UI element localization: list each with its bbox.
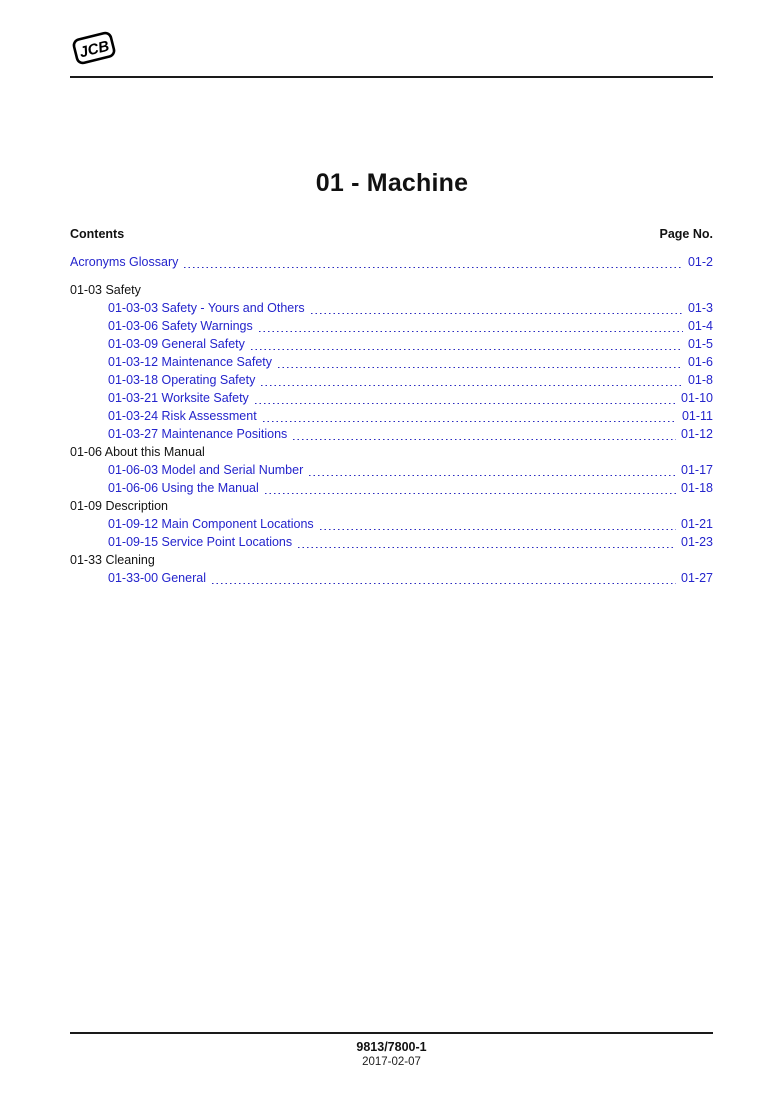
- toc-entry-label: 01-03-21 Worksite Safety: [108, 391, 249, 405]
- jcb-logo-icon: [68, 25, 120, 71]
- toc-entry[interactable]: [70, 335, 713, 353]
- toc-section-label: 01-33 Cleaning: [70, 553, 155, 567]
- toc-entry[interactable]: [70, 371, 713, 389]
- toc-entry-label: 01-03-18 Operating Safety: [108, 373, 256, 387]
- contents-header-row: [70, 225, 713, 243]
- toc-entry[interactable]: [70, 479, 713, 497]
- toc-section-label: 01-03 Safety: [70, 283, 141, 297]
- dot-leader: [320, 528, 676, 530]
- toc-entry-page-number: 01-4: [687, 319, 713, 333]
- toc-entry-page-number: 01-18: [681, 481, 713, 495]
- toc-section-heading: [70, 551, 713, 569]
- toc-entry-label: Acronyms Glossary: [70, 255, 179, 269]
- table-of-contents: [70, 225, 713, 587]
- dot-leader: [298, 546, 676, 548]
- toc-entry-page-number: 01-2: [687, 255, 713, 269]
- toc-entry-page-number: 01-10: [681, 391, 713, 405]
- dot-leader: [184, 266, 683, 268]
- toc-entry-label: 01-06-03 Model and Serial Number: [108, 463, 304, 477]
- toc-entry[interactable]: [70, 299, 713, 317]
- toc-entry-label: 01-03-09 General Safety: [108, 337, 245, 351]
- toc-entry-page-number: 01-3: [687, 301, 713, 315]
- dot-leader: [261, 384, 683, 386]
- toc-entry-label: 01-09-15 Service Point Locations: [108, 535, 293, 549]
- toc-entry[interactable]: [70, 317, 713, 335]
- toc-entry-label: 01-03-27 Maintenance Positions: [108, 427, 288, 441]
- toc-entry-page-number: 01-21: [681, 517, 713, 531]
- toc-entry[interactable]: [70, 389, 713, 407]
- toc-section-label: 01-06 About this Manual: [70, 445, 205, 459]
- dot-leader: [309, 474, 676, 476]
- dot-leader: [212, 582, 676, 584]
- contents-label: Contents: [70, 227, 125, 241]
- dot-leader: [251, 348, 683, 350]
- toc-section-label: 01-09 Description: [70, 499, 168, 513]
- toc-list: [70, 253, 713, 587]
- toc-entry[interactable]: [70, 515, 713, 533]
- toc-entry-label: 01-09-12 Main Component Locations: [108, 517, 314, 531]
- toc-section-heading: [70, 281, 713, 299]
- toc-entry-label: 01-06-06 Using the Manual: [108, 481, 259, 495]
- toc-entry-page-number: 01-17: [681, 463, 713, 477]
- toc-entry[interactable]: [70, 569, 713, 587]
- dot-leader: [293, 438, 676, 440]
- toc-entry[interactable]: [70, 461, 713, 479]
- header-rule: [70, 76, 713, 78]
- dot-leader: [311, 312, 683, 314]
- revision-date: 2017-02-07: [362, 1056, 421, 1068]
- dot-leader: [278, 366, 683, 368]
- page-no-label: Page No.: [659, 227, 713, 241]
- page-title: 01 - Machine: [315, 169, 469, 197]
- toc-entry-page-number: 01-23: [681, 535, 713, 549]
- toc-entry[interactable]: [70, 253, 713, 271]
- toc-entry-page-number: 01-11: [681, 409, 713, 423]
- toc-entry-page-number: 01-12: [681, 427, 713, 441]
- toc-entry[interactable]: [70, 353, 713, 371]
- page-footer: [70, 1032, 713, 1069]
- toc-entry-page-number: 01-27: [681, 571, 713, 585]
- dot-leader: [265, 492, 676, 494]
- toc-entry-label: 01-33-00 General: [108, 571, 206, 585]
- toc-entry-label: 01-03-12 Maintenance Safety: [108, 355, 272, 369]
- toc-entry[interactable]: [70, 425, 713, 443]
- dot-leader: [259, 330, 683, 332]
- dot-leader: [255, 402, 676, 404]
- toc-entry-label: 01-03-06 Safety Warnings: [108, 319, 253, 333]
- toc-entry-label: 01-03-24 Risk Assessment: [108, 409, 257, 423]
- dot-leader: [263, 420, 677, 422]
- toc-entry[interactable]: [70, 407, 713, 425]
- toc-entry-page-number: 01-5: [687, 337, 713, 351]
- jcb-logo-text: JCB: [77, 37, 111, 62]
- toc-entry[interactable]: [70, 533, 713, 551]
- toc-section-heading: [70, 443, 713, 461]
- toc-entry-label: 01-03-03 Safety - Yours and Others: [108, 301, 305, 315]
- document-number: 9813/7800-1: [356, 1040, 427, 1054]
- toc-entry-page-number: 01-8: [687, 373, 713, 387]
- toc-entry-page-number: 01-6: [687, 355, 713, 369]
- toc-section-heading: [70, 497, 713, 515]
- footer-rule: [70, 1032, 713, 1034]
